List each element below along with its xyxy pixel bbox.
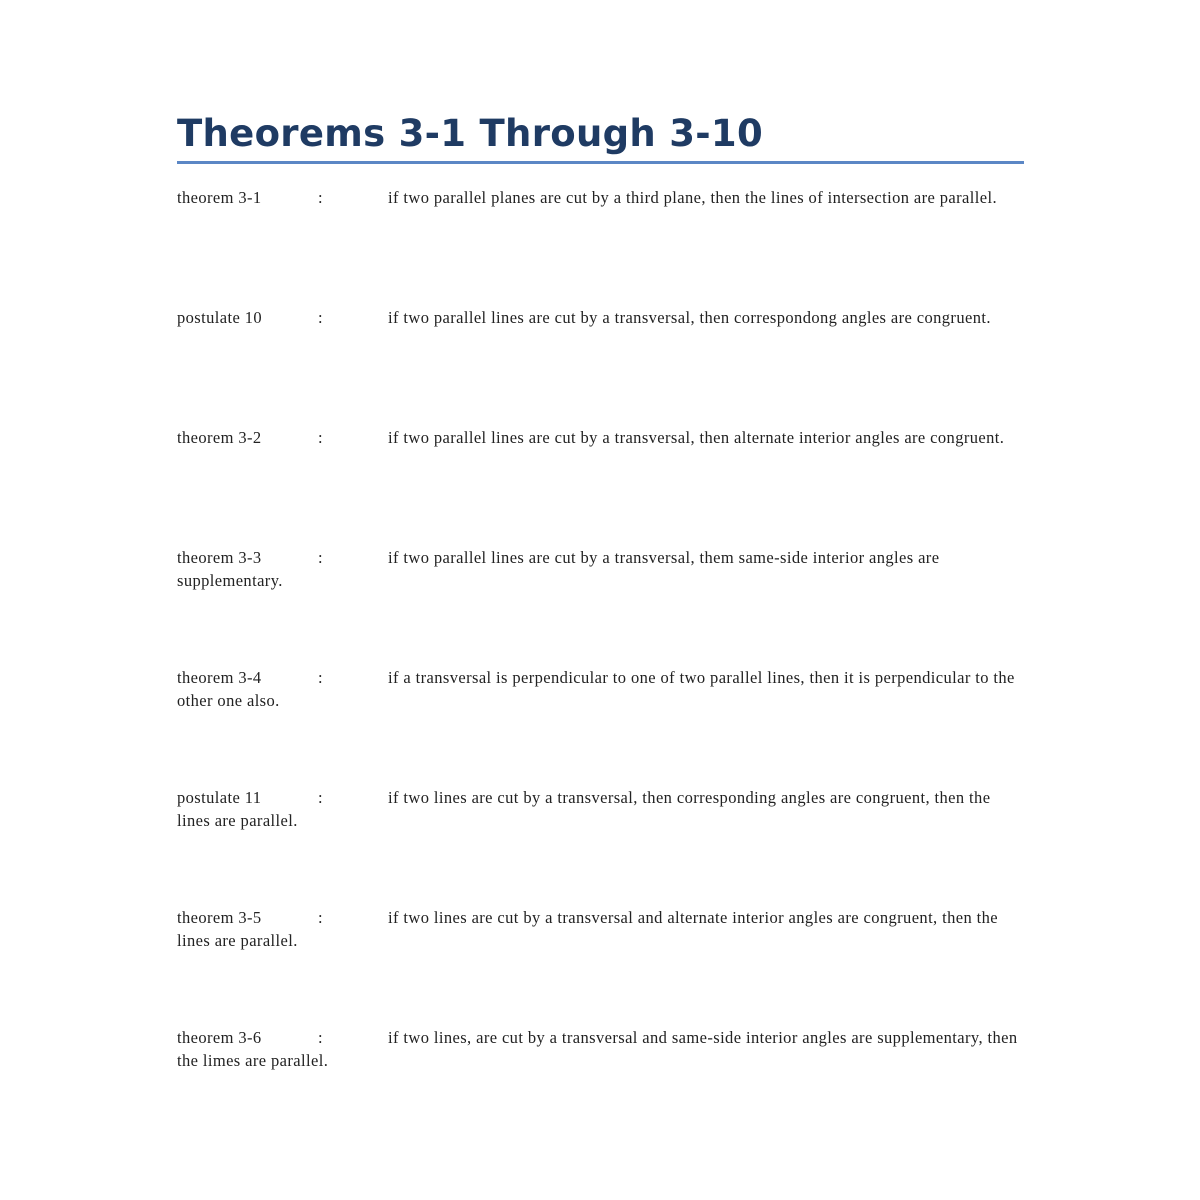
entry-label: theorem 3-3: [177, 548, 262, 567]
document-page: [177, 108, 1024, 1070]
entry-separator: :: [318, 548, 323, 567]
title-underline: [177, 161, 1024, 164]
entry-separator: :: [318, 1028, 323, 1047]
postulate-entry: [177, 786, 1024, 832]
page-title: Theorems 3-1 Through 3-10: [177, 112, 764, 155]
entry-label: postulate 10: [177, 308, 262, 327]
entry-separator: :: [318, 668, 323, 687]
theorem-entry: [177, 426, 1024, 449]
theorem-entry: [177, 906, 1024, 952]
entry-text: if two lines, are cut by a transversal and same-side interior angles are supplementary, then the limes are parallel.: [177, 1028, 1018, 1070]
postulate-entry: [177, 306, 1024, 329]
entry-separator: :: [318, 788, 323, 807]
entry-label: postulate 11: [177, 788, 262, 807]
entry-text: if two lines are cut by a transversal and alternate interior angles are congruent, then the lines are parallel.: [177, 908, 998, 950]
entry-text: if a transversal is perpendicular to one of two parallel lines, then it is perpendicular to the other one also.: [177, 668, 1015, 710]
entry-label: theorem 3-6: [177, 1028, 262, 1047]
entry-label: theorem 3-5: [177, 908, 262, 927]
entry-text: if two parallel lines are cut by a transversal, then correspondong angles are congruent.: [388, 308, 991, 327]
theorem-entry: [177, 186, 1024, 209]
theorem-entry: [177, 546, 1024, 592]
entry-separator: :: [318, 908, 323, 927]
entry-separator: :: [318, 428, 323, 447]
entry-separator: :: [318, 188, 323, 207]
entry-label: theorem 3-2: [177, 428, 262, 447]
entry-separator: :: [318, 308, 323, 327]
entry-text: if two parallel lines are cut by a transversal, them same-side interior angles are supplementary.: [177, 548, 940, 590]
entry-text: if two parallel planes are cut by a third plane, then the lines of intersection are parallel.: [388, 188, 997, 207]
entry-label: theorem 3-1: [177, 188, 262, 207]
entry-text: if two lines are cut by a transversal, then corresponding angles are congruent, then the lines are parallel.: [177, 788, 991, 830]
entry-text: if two parallel lines are cut by a transversal, then alternate interior angles are congruent.: [388, 428, 1005, 447]
theorem-entry: [177, 666, 1024, 712]
theorem-entry: [177, 1026, 1024, 1072]
entry-label: theorem 3-4: [177, 668, 262, 687]
